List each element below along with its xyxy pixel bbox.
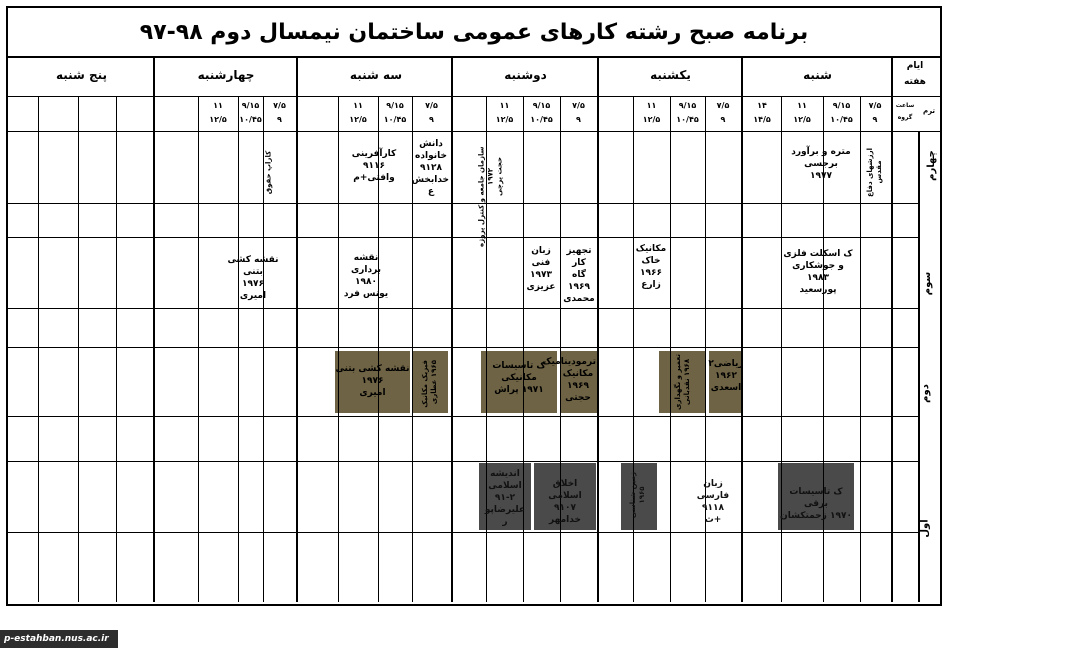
slot-time-end: ۱۰/۴۵ — [239, 115, 262, 124]
day-separator — [891, 56, 893, 602]
day-header: سه شنبه — [349, 68, 403, 82]
course-cell: کاراپ حقوق — [264, 150, 273, 195]
slot-separator — [338, 96, 339, 602]
page-title: برنامه صبح رشته کارهای عمومی ساختمان نیمسال دوم ۹۸-۹۷ — [8, 8, 940, 58]
slot-time-end: ۱۲/۵ — [642, 115, 661, 124]
slot-time-end: ۹ — [872, 115, 878, 124]
slot-time-start: ۱۱ — [646, 101, 657, 110]
slot-separator — [781, 96, 782, 602]
slot-separator — [38, 96, 39, 602]
slot-time-end: ۹ — [720, 115, 726, 124]
day-header: پنج شنبه — [55, 68, 108, 82]
slot-time-start: ۷/۵ — [716, 101, 730, 110]
day-header: چهارشنبه — [197, 68, 255, 82]
day-separator — [451, 56, 453, 602]
slot-time-start: ۹/۱۵ — [241, 101, 260, 110]
slot-time-end: ۱۲/۵ — [349, 115, 367, 124]
site-url-footer: p-estahban.nus.ac.ir — [0, 630, 118, 648]
slot-separator — [633, 96, 634, 602]
schedule-sheet — [6, 6, 942, 606]
slot-time-start: ۷/۵ — [572, 101, 585, 110]
course-cell: ک تاسیسات برقی ۱۹۷۰ زحمتکشان — [780, 487, 852, 521]
day-separator — [153, 56, 155, 602]
course-cell: سازمان جامعه و کنترل پروژه ۱۹۷۲ حجت پرچی — [477, 146, 504, 247]
course-cell: زبان فارسی ۹۱۱۸ +ث — [696, 479, 730, 525]
slot-time-start: ۹/۱۵ — [532, 101, 551, 110]
slot-time-start: ۱۴ — [757, 101, 767, 110]
slot-time-start: ۱۱ — [499, 101, 510, 110]
slot-separator — [705, 96, 706, 602]
day-separator — [296, 56, 298, 602]
day-separator — [741, 56, 743, 602]
slot-separator — [670, 96, 671, 602]
header-term: ترم — [922, 107, 936, 115]
slot-time-start: ۹/۱۵ — [386, 101, 404, 110]
header-ayyam: ایام — [906, 61, 924, 71]
slot-time-start: ۷/۵ — [868, 101, 882, 110]
slot-separator — [238, 96, 239, 602]
term-label: سوم — [922, 271, 934, 296]
header-hafteh: هفته — [904, 77, 926, 87]
slot-time-end: ۱۰/۴۵ — [676, 115, 699, 124]
slot-separator — [198, 96, 199, 602]
course-cell: زبان فنی ۱۹۷۳ عزیزی — [526, 246, 556, 292]
course-cell: تعمیر و نگهداری ۱۹۶۸ نقدبانی — [674, 354, 691, 410]
course-cell: نقشه کشی بتنی ۱۹۷۶ امیری — [227, 255, 279, 301]
course-cell: ک تاسیسات مکانیکی ۱۹۷۱ پراش — [492, 361, 546, 395]
course-cell: دانش خانواده ۹۱۲۸ خدابخش ع — [411, 139, 449, 197]
course-cell: فیزیک مکانیک ۱۹۶۵ عطاری — [421, 360, 438, 408]
day-header: دوشنبه — [504, 68, 547, 82]
day-separator — [597, 56, 599, 602]
slot-time-start: ۹/۱۵ — [832, 101, 851, 110]
term-label: اول — [919, 519, 931, 538]
term-label: چهارم — [925, 150, 937, 181]
slot-time-end: ۱۴/۵ — [753, 115, 771, 124]
slot-time-start: ۷/۵ — [425, 101, 438, 110]
slot-separator — [116, 96, 117, 602]
slot-separator — [560, 96, 561, 602]
slot-time-end: ۹ — [429, 115, 434, 124]
header-goruh: گروه — [897, 114, 913, 121]
slot-time-start: ۹/۱۵ — [678, 101, 697, 110]
course-cell: نقشه کشی بتنی ۱۹۷۶ امیری — [335, 364, 410, 398]
slot-separator — [78, 96, 79, 602]
course-cell: اندیشه اسلامی ۹۱-۲ علیرضاپو ر — [484, 469, 526, 527]
slot-time-start: ۱۱ — [797, 101, 807, 110]
course-cell: مکانیک خاک ۱۹۶۶ زارع — [635, 244, 667, 290]
grid-line — [8, 56, 940, 57]
slot-time-end: ۱۰/۴۵ — [830, 115, 853, 124]
course-cell: ک اسکلت فلزی و جوشکاری ۱۹۸۳ پورسعید — [783, 249, 853, 295]
slot-time-end: ۱۲/۵ — [793, 115, 811, 124]
course-cell: ترمودینامیک مکانیک ۱۹۶۹ حجتی — [542, 357, 596, 403]
slot-time-start: ۷/۵ — [273, 101, 286, 110]
term-label: دوم — [919, 384, 931, 403]
slot-time-end: ۹ — [576, 115, 581, 124]
slot-time-end: ۱۰/۴۵ — [530, 115, 553, 124]
course-cell: کارآفرینی ۹۱۱۶ وافتی+م — [351, 149, 397, 183]
course-cell: مترە و برآورد برجسی ۱۹۷۷ — [791, 147, 851, 181]
grid-line — [8, 96, 940, 97]
slot-time-end: ۹ — [277, 115, 282, 124]
slot-time-start: ۱۱ — [213, 101, 223, 110]
course-cell: ارزشهای دفاع مقدس — [866, 148, 883, 198]
slot-time-end: ۱۲/۵ — [209, 115, 227, 124]
day-header: شنبه — [803, 68, 832, 82]
course-cell: اخلاق اسلامی ۹۱۰۷ خدامهر — [548, 479, 582, 525]
course-cell: نقشه برداری ۱۹۸۰ یونس فرد — [343, 253, 389, 299]
grid-line — [8, 131, 940, 132]
slot-time-end: ۱۰/۴۵ — [383, 115, 407, 124]
header-saat: ساعت — [895, 102, 915, 109]
slot-time-end: ۱۲/۵ — [495, 115, 514, 124]
slot-separator — [860, 96, 861, 602]
slot-time-start: ۱۱ — [353, 101, 363, 110]
course-cell: زمین شناسی ۱۹۶۵ — [629, 471, 646, 519]
day-header: یکشنبه — [650, 68, 691, 82]
course-cell: تجهیز کار گاه ۱۹۶۹ محمدی — [563, 246, 595, 304]
course-cell: ریاضی۲ ۱۹۶۲ اسعدی — [708, 359, 744, 393]
